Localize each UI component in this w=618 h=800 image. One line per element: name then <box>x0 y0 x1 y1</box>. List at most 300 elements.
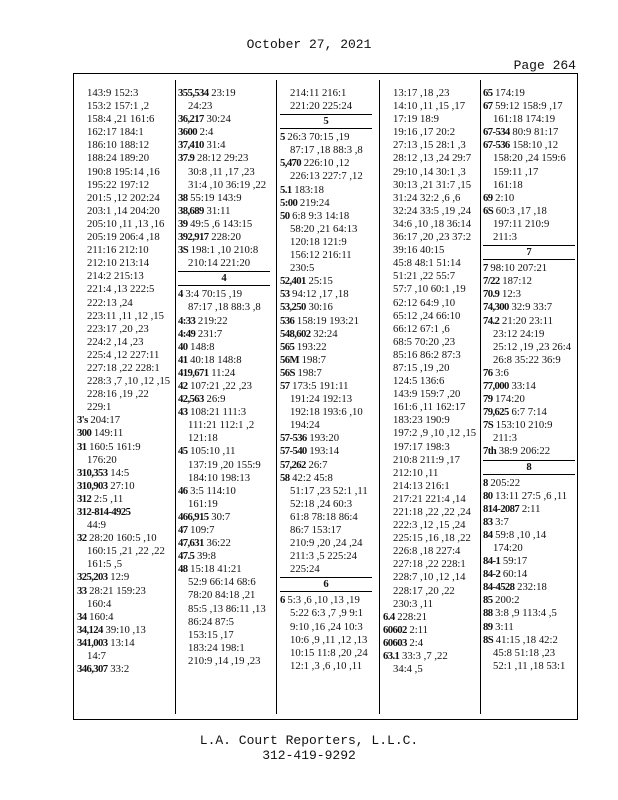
index-references: 222:3 ,12 ,15 ,24 <box>393 519 466 532</box>
index-term: 67-536 <box>483 139 510 152</box>
index-references: 228:3 ,7 ,10 ,12 ,15 <box>87 375 171 388</box>
index-references: 28:20 160:5 ,10 <box>89 532 157 545</box>
index-entry <box>483 419 579 432</box>
index-references: 193:20 <box>309 432 340 445</box>
footer-company: L.A. Court Reporters, L.L.C. <box>199 733 419 748</box>
index-entry-continuation <box>383 231 479 244</box>
index-entry-continuation <box>383 585 479 598</box>
index-entry-continuation <box>483 341 579 354</box>
index-term: 300 <box>77 427 92 440</box>
index-references: 2:11 <box>521 502 541 515</box>
index-references: 221:4 ,13 222:5 <box>87 283 155 296</box>
index-references: 227:18 ,22 228:1 <box>393 558 466 571</box>
index-references: 191:24 192:13 <box>290 393 353 406</box>
index-term: 63.1 <box>383 650 400 663</box>
index-term: 6S <box>483 204 494 217</box>
index-entry <box>483 516 579 529</box>
index-entry <box>483 568 579 581</box>
index-references: 210:9 ,14 ,19 ,23 <box>188 654 261 667</box>
index-term: 33 <box>77 584 87 597</box>
index-references: 39:16 40:15 <box>393 244 445 257</box>
index-references: 28:21 159:23 <box>89 584 146 597</box>
index-entry-continuation <box>77 519 173 532</box>
index-term: 355,534 <box>178 87 209 99</box>
index-entry-continuation <box>383 270 479 283</box>
index-references: 108:21 111:3 <box>190 406 247 419</box>
index-entry-continuation <box>483 542 579 555</box>
index-column-5 <box>483 87 579 673</box>
index-references: 227:18 ,22 228:1 <box>87 361 160 374</box>
index-entry-continuation <box>383 598 479 611</box>
index-term: 466,915 <box>178 510 209 523</box>
index-entry-continuation <box>383 336 479 349</box>
index-entry-continuation <box>383 480 479 493</box>
page-footer <box>0 733 618 763</box>
index-references: 5:3 ,6 ,10 ,13 ,19 <box>287 594 360 607</box>
index-references: 2:11 <box>409 623 429 636</box>
index-entry <box>178 126 274 139</box>
index-entry-continuation <box>383 362 479 375</box>
index-entry-continuation <box>77 270 173 283</box>
index-entry <box>383 650 479 663</box>
index-term: 46 <box>178 484 188 497</box>
index-entry <box>77 637 173 650</box>
index-entry-continuation <box>280 550 376 563</box>
index-references: 78:20 84:18 ,21 <box>188 589 256 602</box>
index-column-4 <box>383 87 479 676</box>
index-references: 158:20 ,24 159:6 <box>493 152 566 165</box>
index-entry-continuation <box>178 166 274 179</box>
index-references: 232:18 <box>517 581 547 594</box>
index-term: 48 <box>178 563 188 576</box>
index-references: 10:6 ,9 ,11 ,12 ,13 <box>290 633 368 646</box>
index-references: 36:17 ,20 ,23 37:2 <box>393 231 472 244</box>
index-references: 149:11 <box>93 427 124 440</box>
index-entry-continuation <box>280 660 376 673</box>
index-entry <box>178 205 274 218</box>
index-entry-continuation <box>77 179 173 192</box>
index-references: 109:7 <box>190 524 215 536</box>
index-references: 224:2 ,14 ,23 <box>87 335 144 348</box>
index-term: 53,250 <box>280 301 306 314</box>
index-term: 346,307 <box>77 663 108 676</box>
index-references: 197:11 210:9 <box>493 217 550 230</box>
index-references: 219:22 <box>197 314 228 327</box>
index-references: 40:18 148:8 <box>190 353 242 366</box>
index-term: 325,203 <box>77 571 108 584</box>
index-entry-continuation <box>383 388 479 401</box>
index-entry-continuation <box>383 126 479 139</box>
index-references: 201:5 ,12 202:24 <box>87 191 160 204</box>
index-references: 3:4 70:15 ,19 <box>185 288 243 301</box>
index-references: 158:4 ,21 161:6 <box>87 113 155 126</box>
index-entry-continuation <box>77 87 173 100</box>
index-frame <box>73 73 578 720</box>
index-term: 83 <box>483 515 493 528</box>
index-references: 230:5 <box>290 262 315 275</box>
index-entry-continuation <box>280 607 376 620</box>
index-entry <box>178 380 274 393</box>
index-entry <box>178 354 274 367</box>
index-references: 45:8 48:1 51:14 <box>393 257 461 270</box>
index-references: 87:15 ,19 ,20 <box>393 361 450 374</box>
index-references: 231:7 <box>197 327 223 340</box>
index-term: 548,602 <box>280 327 311 340</box>
index-references: 32:24 <box>313 327 338 340</box>
index-references: 225:24 <box>290 563 320 576</box>
index-section-header: 5 <box>280 114 372 129</box>
index-term: 79,625 <box>483 406 509 419</box>
index-references: 153:2 157:1 ,2 <box>87 100 150 113</box>
index-entry <box>77 427 173 440</box>
index-references: 156:12 216:11 <box>290 249 352 262</box>
index-entry-continuation <box>383 297 479 310</box>
index-entry <box>280 354 376 367</box>
index-entry <box>178 87 274 100</box>
index-entry-continuation <box>483 166 579 179</box>
index-references: 214:13 216:1 <box>393 479 450 492</box>
index-entry-continuation <box>383 454 479 467</box>
index-entry-continuation <box>77 545 173 558</box>
index-section-header: 6 <box>280 577 372 592</box>
index-entry-continuation <box>77 283 173 296</box>
index-references: 229:1 <box>87 401 112 414</box>
index-entry <box>483 192 579 205</box>
index-entry-continuation <box>280 498 376 511</box>
index-references: 9:10 ,16 ,24 10:3 <box>290 620 363 633</box>
index-entry-continuation <box>383 192 479 205</box>
index-entry-continuation <box>77 336 173 349</box>
index-references: 212:10 213:14 <box>87 257 150 270</box>
index-references: 228:21 <box>397 610 427 623</box>
index-references: 2:4 <box>409 636 424 649</box>
index-references: 161:5 ,5 <box>87 558 123 571</box>
index-entry-continuation <box>280 511 376 524</box>
index-entry <box>280 341 376 354</box>
index-references: 52:9 66:14 68:6 <box>188 576 256 589</box>
index-references: 161:18 <box>493 178 523 191</box>
index-references: 183:18 <box>294 183 324 196</box>
index-references: 14:5 <box>110 466 130 479</box>
index-entry-continuation <box>77 192 173 205</box>
index-references: 85:5 ,13 86:11 ,13 <box>188 602 266 615</box>
index-references: 19:16 ,17 20:2 <box>393 126 456 139</box>
index-references: 12:9 <box>110 571 130 584</box>
index-references: 68:5 70:20 ,23 <box>393 335 456 348</box>
index-references: 198:1 ,10 210:8 <box>190 244 259 257</box>
index-entry-continuation <box>77 100 173 113</box>
index-entry-continuation <box>178 655 274 668</box>
index-term: 7S <box>483 419 494 432</box>
index-entry-continuation <box>383 493 479 506</box>
index-entry <box>178 218 274 231</box>
index-entry <box>178 341 274 354</box>
index-entry <box>280 594 376 607</box>
index-entry <box>483 301 579 314</box>
index-entry-continuation <box>383 87 479 100</box>
index-term: 47,631 <box>178 537 204 550</box>
index-references: 38:9 206:22 <box>498 445 551 458</box>
index-entry-continuation <box>77 401 173 414</box>
index-entry <box>178 192 274 205</box>
index-entry <box>483 594 579 607</box>
index-entry <box>77 441 173 454</box>
index-entry-continuation <box>280 223 376 236</box>
index-references: 52:1 ,11 ,18 53:1 <box>493 659 566 672</box>
index-term: 536 <box>280 314 295 327</box>
index-term: 79 <box>483 393 493 406</box>
index-references: 187:12 <box>502 275 532 288</box>
index-references: 226:8 ,18 227:4 <box>393 545 461 558</box>
index-references: 2:5 ,11 <box>93 492 124 505</box>
index-references: 13:11 27:5 ,6 ,11 <box>495 489 568 502</box>
index-entry <box>280 432 376 445</box>
index-references: 31:24 32:2 ,6 ,6 <box>393 191 461 204</box>
index-entry-continuation <box>77 362 173 375</box>
index-term: 67 <box>483 100 493 113</box>
index-references: 51:17 ,23 52:1 ,11 <box>290 484 368 497</box>
index-references: 143:9 152:3 <box>87 87 139 99</box>
index-entry <box>483 275 579 288</box>
index-entry <box>483 315 579 328</box>
index-references: 33:3 ,7 ,22 <box>401 650 448 663</box>
index-references: 173:5 191:11 <box>292 379 349 392</box>
index-references: 111:21 112:1 ,2 <box>188 419 255 432</box>
index-references: 30:13 ,21 31:7 ,15 <box>393 178 472 191</box>
index-references: 217:21 221:4 ,14 <box>393 492 466 505</box>
index-references: 31:11 <box>206 204 231 217</box>
index-entry <box>280 315 376 328</box>
index-references: 28:12 29:23 <box>196 152 249 165</box>
index-entry-continuation <box>383 139 479 152</box>
index-entry <box>77 571 173 584</box>
index-term: 56M <box>280 353 299 366</box>
index-entry-continuation <box>77 297 173 310</box>
index-term: 42,563 <box>178 393 204 406</box>
index-term: 32 <box>77 532 87 545</box>
index-entry <box>483 87 579 100</box>
index-entry-continuation <box>280 419 376 432</box>
index-entry-continuation <box>383 506 479 519</box>
index-entry-continuation <box>383 401 479 414</box>
index-references: 105:10 ,11 <box>190 445 236 458</box>
index-references: 153:10 210:9 <box>495 419 553 432</box>
index-references: 225:4 ,12 227:11 <box>87 348 160 361</box>
index-entry <box>280 288 376 301</box>
index-term: 34,124 <box>77 623 103 636</box>
index-references: 158:10 ,12 <box>512 139 559 152</box>
index-term: 37.9 <box>178 152 195 165</box>
column-divider <box>175 80 176 714</box>
index-term: 310,903 <box>77 479 108 492</box>
index-term: 39 <box>178 217 188 230</box>
index-entry <box>77 663 173 676</box>
index-references: 55:19 143:9 <box>190 191 242 204</box>
index-references: 14:10 ,11 ,15 ,17 <box>393 100 466 113</box>
index-term: 40 <box>178 340 188 353</box>
index-references: 228:20 <box>211 231 241 244</box>
index-references: 62:12 64:9 ,10 <box>393 296 456 309</box>
index-entry-continuation <box>178 301 274 314</box>
index-term: 47.5 <box>178 550 195 563</box>
index-term: 84-1 <box>483 555 501 568</box>
index-references: 120:18 121:9 <box>290 235 347 248</box>
index-references: 228:16 ,19 ,22 <box>87 388 149 401</box>
index-references: 30:16 <box>308 301 333 314</box>
index-references: 222:13 ,24 <box>87 296 133 309</box>
index-entry-continuation <box>383 152 479 165</box>
index-entry-continuation <box>77 218 173 231</box>
index-entry-continuation <box>483 660 579 673</box>
index-term: 312-814-4925 <box>77 506 131 518</box>
index-entry-continuation <box>383 310 479 323</box>
index-term: 70.9 <box>483 288 500 301</box>
index-references: 3:8 ,9 113:4 ,5 <box>495 607 557 620</box>
index-references: 210:14 221:20 <box>188 257 251 270</box>
index-entry <box>383 637 479 650</box>
index-references: 223:11 ,11 ,12 ,15 <box>87 309 164 322</box>
index-references: 14:7 <box>87 650 107 663</box>
index-entry-continuation <box>280 170 376 183</box>
index-references: 197:2 ,9 ,10 ,12 ,15 <box>393 427 477 440</box>
index-entry-continuation <box>280 537 376 550</box>
index-references: 160:15 ,21 ,22 ,22 <box>87 545 165 558</box>
index-references: 161:6 ,11 162:17 <box>393 401 466 414</box>
index-references: 21:20 23:11 <box>501 314 553 327</box>
index-term: 6.4 <box>383 610 395 623</box>
index-term: 4 <box>178 288 183 301</box>
page-date: October 27, 2021 <box>246 37 372 52</box>
index-references: 25:12 ,19 ,23 26:4 <box>493 340 572 353</box>
index-references: 34:6 ,10 ,18 36:14 <box>393 217 472 230</box>
index-section-header: 8 <box>483 460 575 475</box>
index-entry <box>178 231 274 244</box>
index-references: 205:10 ,11 ,13 ,16 <box>87 217 165 230</box>
index-references: 214:11 216:1 <box>290 87 347 99</box>
index-entry-continuation <box>178 589 274 602</box>
index-term: 38,689 <box>178 204 204 217</box>
index-entry <box>383 624 479 637</box>
index-entry <box>280 328 376 341</box>
index-entry-continuation <box>178 498 274 511</box>
index-term: 5 <box>280 131 285 144</box>
index-entry-continuation <box>383 166 479 179</box>
index-term: 84-2 <box>483 568 501 581</box>
index-entry <box>483 621 579 634</box>
index-entry-continuation <box>383 663 479 676</box>
index-entry <box>280 275 376 288</box>
index-term: 57-536 <box>280 432 307 445</box>
index-column-3 <box>280 87 376 673</box>
index-entry-continuation <box>178 179 274 192</box>
index-entry-continuation <box>178 419 274 432</box>
index-references: 26:9 <box>206 393 226 406</box>
index-term: 34 <box>77 610 87 623</box>
index-column-2 <box>178 87 274 668</box>
column-divider <box>480 80 481 714</box>
index-entry <box>178 511 274 524</box>
index-references: 204:17 <box>90 414 121 427</box>
index-entry <box>178 485 274 498</box>
index-entry-continuation <box>280 524 376 537</box>
index-references: 13:14 <box>110 636 135 649</box>
index-references: 26:7 <box>308 458 328 471</box>
index-references: 31:4 <box>206 139 226 152</box>
index-term: 80 <box>483 489 493 502</box>
index-term: 38 <box>178 191 188 204</box>
index-entry-continuation <box>383 257 479 270</box>
index-references: 60:14 <box>502 568 528 581</box>
index-references: 214:2 215:13 <box>87 270 144 283</box>
index-entry <box>178 113 274 126</box>
index-references: 58:20 ,21 64:13 <box>290 222 358 235</box>
index-references: 5:22 6:3 ,7 ,9 9:1 <box>290 607 364 620</box>
index-term: 60603 <box>383 636 407 649</box>
index-entry <box>280 472 376 485</box>
index-entry <box>280 157 376 170</box>
index-references: 59:17 <box>502 555 528 568</box>
index-entry-continuation <box>178 459 274 472</box>
index-references: 28:12 ,13 ,24 29:7 <box>393 152 472 165</box>
index-references: 211:3 <box>493 231 517 244</box>
index-term: 3S <box>178 244 189 257</box>
index-references: 137:19 ,20 155:9 <box>188 458 261 471</box>
index-references: 183:23 190:9 <box>393 414 450 427</box>
index-entry <box>178 406 274 419</box>
index-references: 49:5 ,6 143:15 <box>190 217 253 230</box>
index-references: 24:23 <box>188 100 213 113</box>
index-references: 30:24 <box>206 113 231 126</box>
index-entry <box>280 301 376 314</box>
index-term: 8 <box>483 476 488 489</box>
index-entry-continuation <box>383 349 479 362</box>
index-term: 392,917 <box>178 231 209 244</box>
index-references: 51:21 ,22 55:7 <box>393 270 456 283</box>
index-entry <box>483 126 579 139</box>
index-references: 205:22 <box>490 476 521 489</box>
index-term: 7th <box>483 445 497 458</box>
index-references: 59:12 158:9 ,17 <box>495 100 563 113</box>
index-entry-continuation <box>483 113 579 126</box>
index-references: 160:4 <box>89 610 114 623</box>
index-term: 37,410 <box>178 139 204 152</box>
index-entry <box>483 288 579 301</box>
index-entry <box>483 634 579 647</box>
index-entry-continuation <box>383 441 479 454</box>
index-entry <box>77 506 173 519</box>
index-entry-continuation <box>383 571 479 584</box>
index-entry-continuation <box>280 634 376 647</box>
index-entry-continuation <box>77 244 173 257</box>
index-references: 143:9 159:7 ,20 <box>393 388 461 401</box>
index-entry <box>178 550 274 563</box>
index-entry-continuation <box>483 647 579 660</box>
index-entry <box>483 367 579 380</box>
index-references: 188:24 189:20 <box>87 152 150 165</box>
index-entry-continuation <box>77 375 173 388</box>
index-entry-continuation <box>383 558 479 571</box>
index-references: 211:3 <box>493 432 517 445</box>
index-term: 3's <box>77 414 88 427</box>
index-entry-continuation <box>280 100 376 113</box>
index-column-1 <box>77 87 173 676</box>
index-entry <box>178 393 274 406</box>
index-entry-continuation <box>280 563 376 576</box>
index-entry-continuation <box>483 432 579 445</box>
index-entry-continuation <box>383 244 479 257</box>
index-entry <box>77 585 173 598</box>
index-term: 31 <box>77 440 87 453</box>
